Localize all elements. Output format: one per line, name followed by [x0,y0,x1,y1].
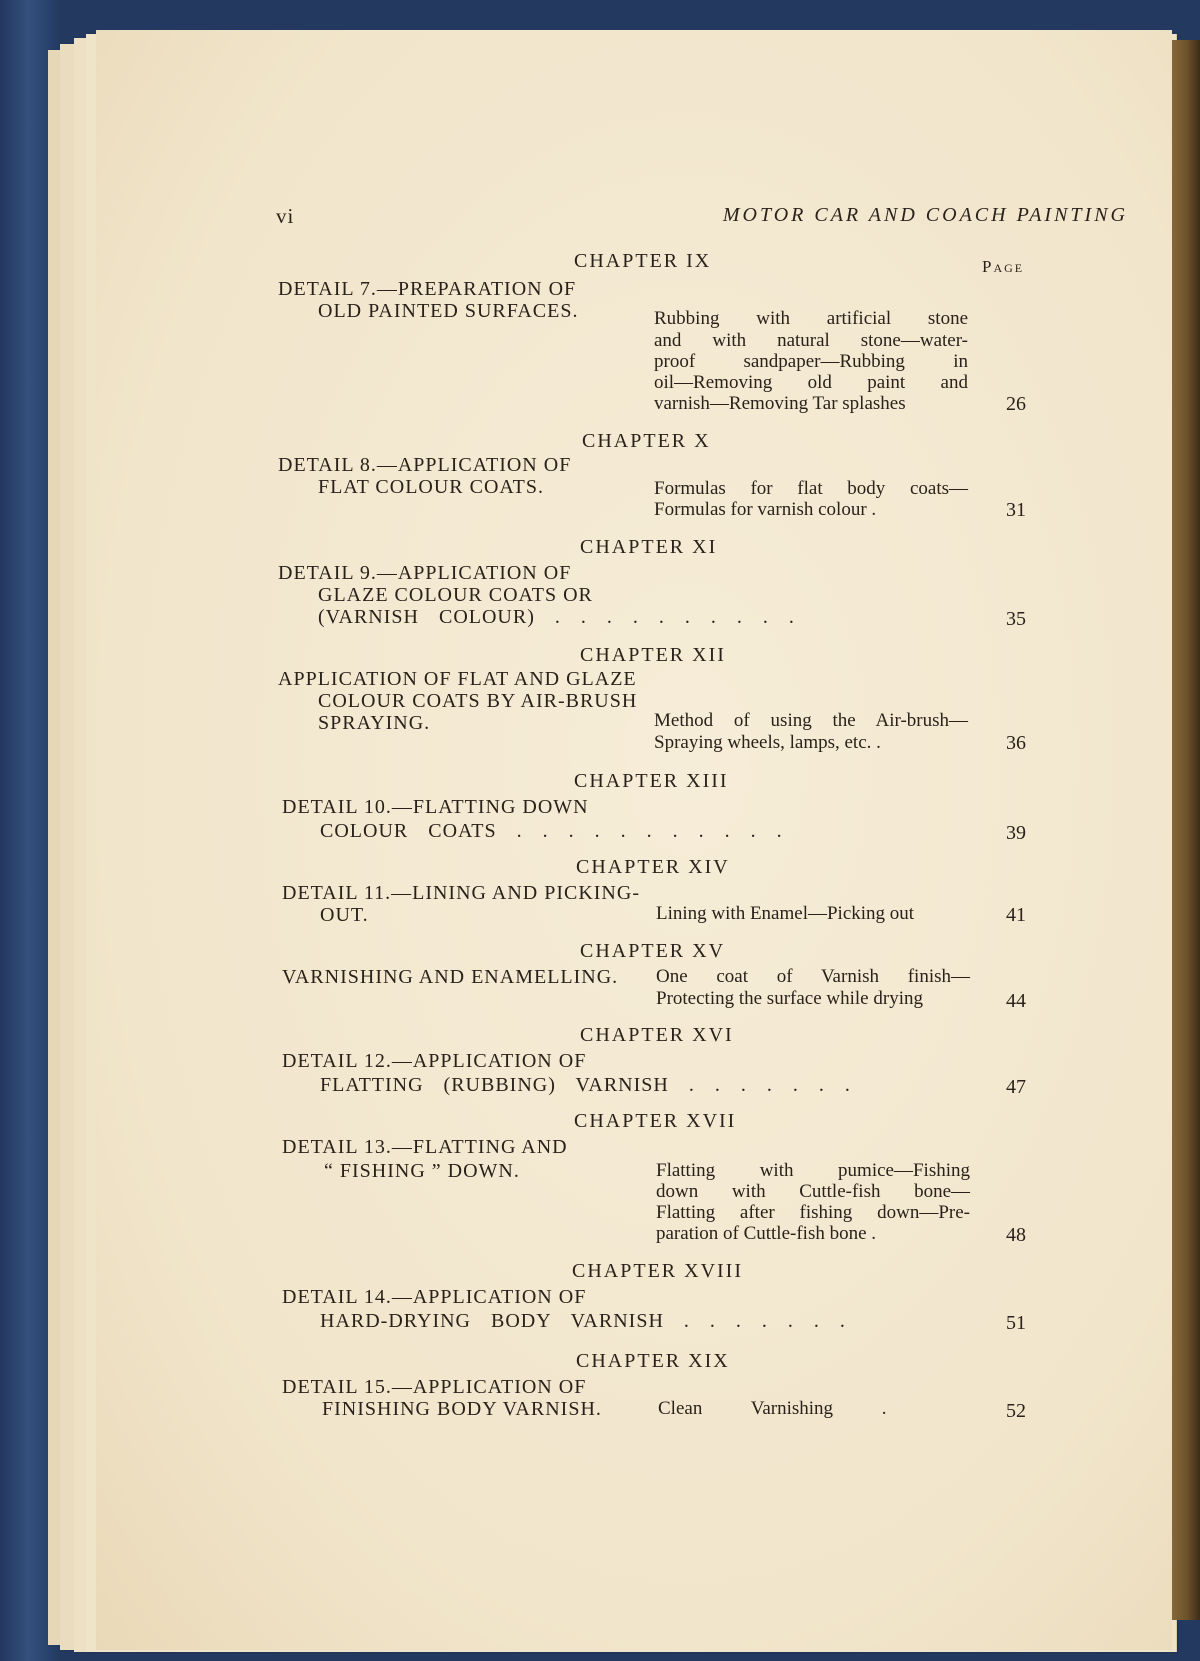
chapter-heading: CHAPTER XVI [580,1024,734,1046]
chapter-heading: CHAPTER XVIII [572,1260,743,1282]
book-spine-shadow [1168,40,1200,1620]
chapter-description-line: Flatting after fishing down—Pre- [656,1202,970,1223]
chapter-title-line: VARNISHING AND ENAMELLING. [282,966,619,988]
chapter-title-line: FINISHING BODY VARNISH. [322,1398,602,1420]
chapter-heading: CHAPTER XV [580,940,726,962]
chapter-description-line: Formulas for flat body coats— [654,478,968,499]
chapter-title-line: DETAIL 10.—FLATTING DOWN [282,796,589,818]
chapter-title-line: DETAIL 15.—APPLICATION OF [282,1376,587,1398]
chapter-title-line: GLAZE COLOUR COATS OR [318,584,593,606]
page-number: 36 [1006,732,1026,754]
chapter-title-line: COLOUR COATS BY AIR-BRUSH [318,690,638,712]
chapter-title-line: APPLICATION OF FLAT AND GLAZE [278,668,637,690]
chapter-title-line: DETAIL 7.—PREPARATION OF [278,278,577,300]
chapter-description-line: paration of Cuttle-fish bone . [656,1223,877,1244]
chapter-description-line: Spraying wheels, lamps, etc. . [654,732,881,753]
chapter-description-line: and with natural stone—water- [654,330,968,351]
chapter-title-line: HARD-DRYING BODY VARNISH . . . . . . . [320,1310,846,1332]
chapter-title-line: “ FISHING ” DOWN. [324,1160,520,1182]
page-number: 31 [1006,499,1026,521]
chapter-heading: CHAPTER XIX [576,1350,730,1372]
chapter-heading: CHAPTER XI [580,536,718,558]
chapter-title-line: SPRAYING. [318,712,431,734]
chapter-description-line: oil—Removing old paint and [654,372,968,393]
chapter-description-line: Clean Varnishing . [658,1398,887,1419]
chapter-heading: CHAPTER XII [580,644,726,666]
page-number: 35 [1006,608,1026,630]
page-number: 51 [1006,1312,1026,1334]
page-number: 47 [1006,1076,1026,1098]
page-numeral: vi [276,204,295,228]
chapter-title-line: OUT. [320,904,369,926]
chapter-heading: CHAPTER XIII [574,770,729,792]
page-number: 52 [1006,1400,1026,1422]
chapter-description-line: varnish—Removing Tar splashes [654,393,906,414]
running-title: MOTOR CAR AND COACH PAINTING [722,204,1128,226]
chapter-description-line: Lining with Enamel—Picking out [656,903,915,924]
chapter-title-line: DETAIL 13.—FLATTING AND [282,1136,568,1158]
chapter-heading: CHAPTER X [582,430,711,452]
chapter-description-line: down with Cuttle-fish bone— [656,1181,970,1202]
chapter-description-line: Method of using the Air-brush— [654,710,968,731]
chapter-title-line: DETAIL 11.—LINING AND PICKING- [282,882,640,904]
chapter-title-line: FLAT COLOUR COATS. [318,476,544,498]
chapter-description-line: proof sandpaper—Rubbing in [654,351,968,372]
chapter-title-line: DETAIL 9.—APPLICATION OF [278,562,572,584]
chapter-title-line: FLATTING (RUBBING) VARNISH . . . . . . . [320,1074,851,1096]
chapter-title-line: DETAIL 14.—APPLICATION OF [282,1286,587,1308]
chapter-title-line: DETAIL 8.—APPLICATION OF [278,454,572,476]
chapter-title-line: (VARNISH COLOUR) . . . . . . . . . . [318,606,795,628]
chapter-description-line: Rubbing with artificial stone [654,308,968,329]
page-number: 48 [1006,1224,1026,1246]
chapter-heading: CHAPTER IX [574,250,712,272]
chapter-heading: CHAPTER XIV [576,856,730,878]
chapter-title-line: COLOUR COATS . . . . . . . . . . . [320,820,783,842]
chapter-heading: CHAPTER XVII [574,1110,737,1132]
page-number: 26 [1006,393,1026,415]
chapter-title-line: OLD PAINTED SURFACES. [318,300,579,322]
chapter-description-line: Flatting with pumice—Fishing [656,1160,970,1181]
chapter-description-line: Protecting the surface while drying [656,988,923,1009]
page-column-label: Page [982,257,1025,276]
page-number: 44 [1006,990,1026,1012]
page-number: 39 [1006,822,1026,844]
chapter-description-line: Formulas for varnish colour . [654,499,877,520]
page-number: 41 [1006,904,1026,926]
chapter-title-line: DETAIL 12.—APPLICATION OF [282,1050,587,1072]
book-page [96,30,1172,1650]
chapter-description-line: One coat of Varnish finish— [656,966,970,987]
